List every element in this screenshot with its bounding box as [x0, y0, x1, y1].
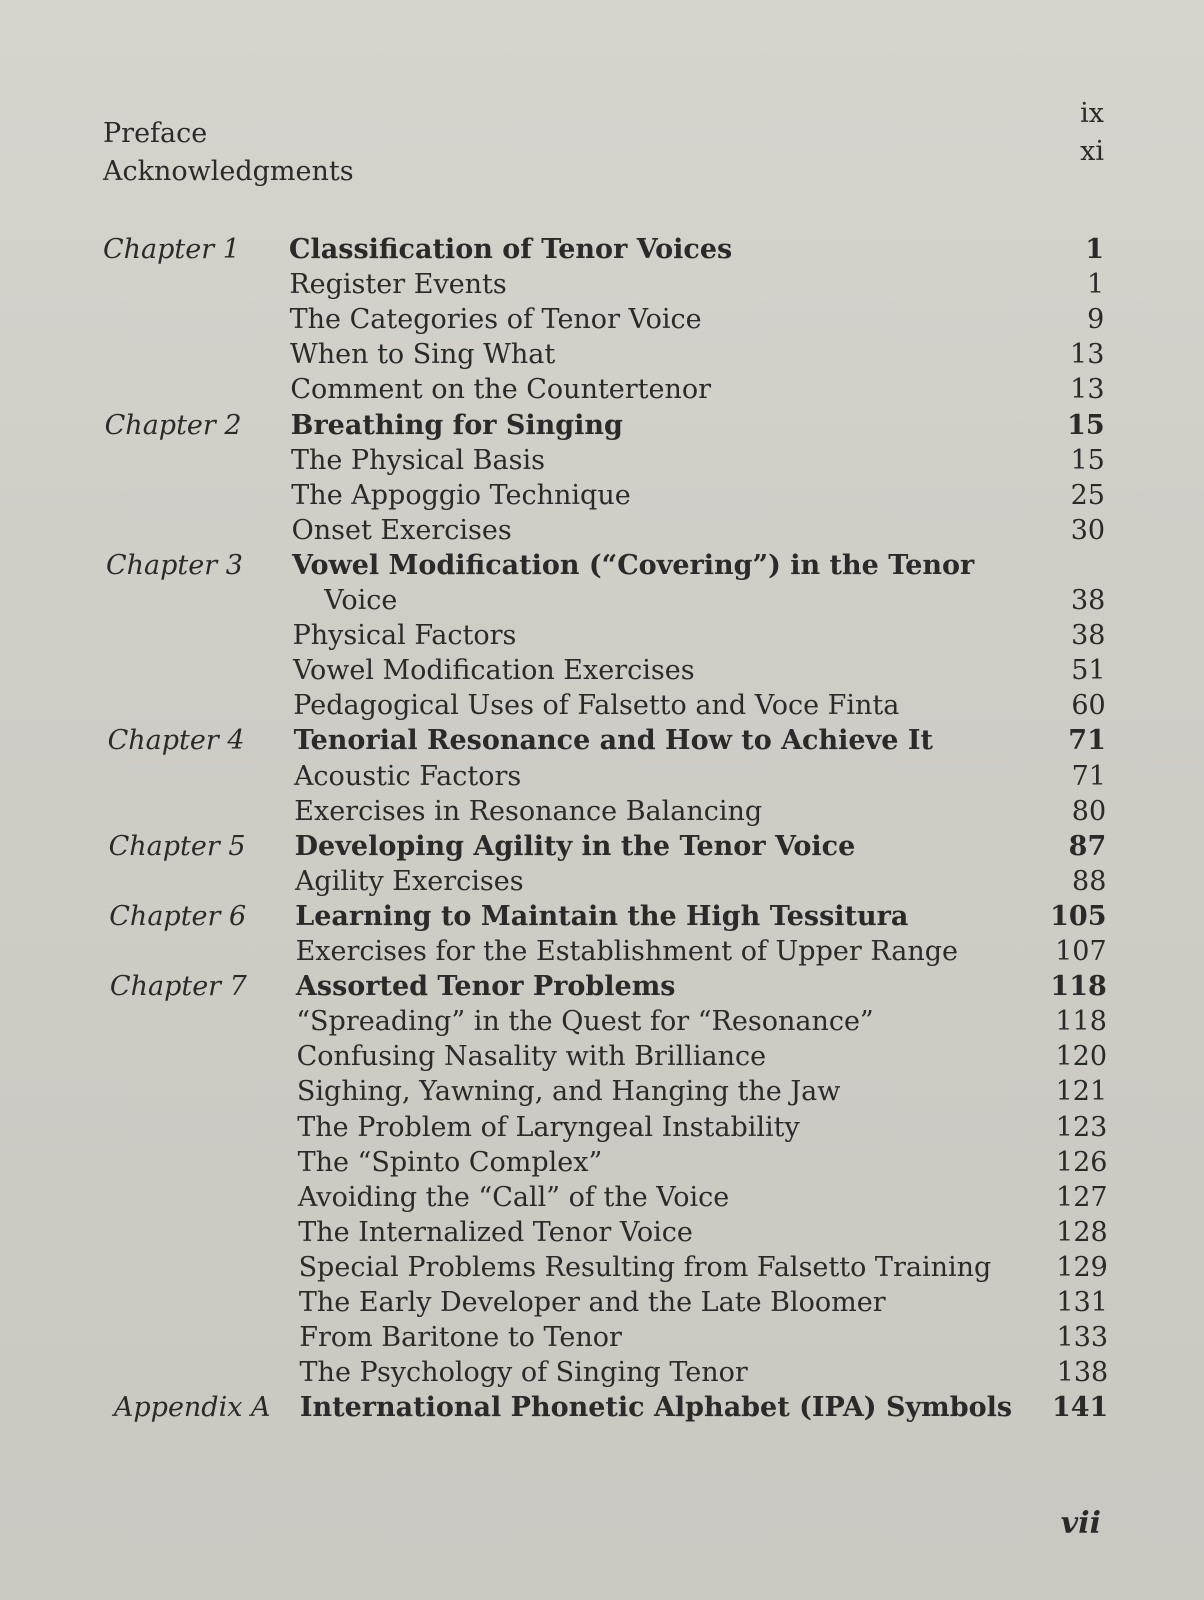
front-entry-title: Acknowledgments	[103, 156, 354, 187]
front-entry-page: ix	[1080, 98, 1104, 129]
toc-entry-title: Tenorial Resonance and How to Achieve It	[293, 725, 933, 757]
toc-entry-title: The Categories of Tenor Voice	[289, 304, 702, 336]
toc-entry-page: 121	[1055, 1076, 1108, 1108]
toc-entry-page: 30	[1070, 514, 1106, 546]
toc-entry-page: 123	[1055, 1111, 1108, 1143]
toc-section-row	[111, 1110, 1107, 1145]
toc-section-row	[107, 653, 1106, 688]
toc-entry-title: The Physical Basis	[290, 444, 545, 476]
toc-entry-page: 51	[1071, 655, 1106, 687]
toc-chapter-row	[109, 899, 1106, 934]
toc-chapter-row	[105, 408, 1105, 443]
toc-entry-page: 9	[1087, 304, 1105, 336]
toc-section-row	[104, 337, 1104, 372]
toc-entry-title: The Psychology of Singing Tenor	[299, 1357, 748, 1389]
toc-entry-page: 1	[1085, 234, 1104, 265]
toc-section-row	[108, 794, 1106, 829]
toc-section-row	[107, 618, 1106, 653]
toc-entry-title: Acoustic Factors	[293, 760, 522, 792]
toc-section-row	[112, 1180, 1108, 1215]
toc-entry-title: Voice	[324, 585, 398, 616]
page-folio: vii	[1060, 1506, 1101, 1541]
toc-section-row	[103, 267, 1104, 302]
toc-entry-page: 87	[1068, 830, 1107, 862]
toc-section-row	[112, 1145, 1108, 1180]
toc-chapter-row	[109, 829, 1107, 864]
toc-section-row	[106, 513, 1105, 548]
toc-entry-title: From Baritone to Tenor	[299, 1322, 622, 1354]
toc-entry-page: 133	[1056, 1322, 1109, 1354]
toc-entry-page: 38	[1070, 585, 1106, 616]
toc-entry-page: 15	[1070, 444, 1105, 476]
toc-entry-page: 126	[1055, 1146, 1108, 1178]
toc-entry-page: 80	[1071, 795, 1107, 827]
toc-entry-title: The Early Developer and the Late Bloomer	[298, 1287, 886, 1318]
front-entry-title: Preface	[103, 118, 208, 149]
toc-entry-title: Confusing Nasality with Brilliance	[296, 1041, 767, 1073]
toc-entry-title: When to Sing What	[289, 339, 556, 371]
toc-entry-page: 13	[1070, 374, 1105, 406]
toc-entry-label: Chapter 4	[107, 725, 245, 757]
toc-entry-title: Developing Agility in the Tenor Voice	[294, 830, 856, 862]
toc-entry-title: The Internalized Tenor Voice	[298, 1216, 693, 1248]
toc-entry-title: Classification of Tenor Voices	[289, 234, 733, 265]
toc-section-row	[105, 478, 1105, 513]
toc-entry-title: Exercises in Resonance Balancing	[294, 795, 763, 827]
toc-entry-page: 128	[1056, 1216, 1108, 1248]
toc-section-row	[114, 1355, 1109, 1390]
toc-entry-label: Chapter 2	[104, 409, 242, 441]
toc-entry-label: Chapter 5	[108, 830, 246, 862]
toc-entry-page: 129	[1056, 1251, 1108, 1283]
toc-entry-page: 88	[1072, 865, 1107, 897]
toc-entry-title: Vowel Modification (“Covering”) in the Tenor	[291, 549, 975, 581]
toc-section-row	[108, 759, 1106, 794]
toc-entry-page: 105	[1050, 900, 1107, 932]
toc-entry-title: Sighing, Yawning, and Hanging the Jaw	[296, 1076, 841, 1108]
toc-entry-page: 38	[1071, 620, 1106, 652]
toc-entry-title: Register Events	[289, 269, 507, 301]
toc-section-row	[112, 1215, 1107, 1250]
show-through-text	[630, 10, 870, 26]
toc-entry-title: Learning to Maintain the High Tessitura	[295, 900, 909, 932]
toc-entry-title: Special Problems Resulting from Falsetto Training	[298, 1251, 992, 1283]
toc-section-row	[113, 1285, 1108, 1320]
toc-chapter-row	[106, 548, 1105, 583]
toc-entry-page: 120	[1055, 1041, 1108, 1073]
toc-entry-label: Chapter 3	[105, 549, 243, 581]
toc-entry-title: Exercises for the Establishment of Upper Range	[295, 936, 959, 967]
toc-entry-page: 60	[1071, 690, 1106, 722]
toc-section-row	[104, 302, 1105, 337]
toc-section-row	[111, 1074, 1107, 1109]
toc-section-row	[113, 1320, 1108, 1355]
toc-entry-title: “Spreading” in the Quest for “Resonance”	[296, 1006, 874, 1038]
toc-entry-title: Avoiding the “Call” of the Voice	[297, 1181, 730, 1213]
toc-entry-page: 118	[1055, 1006, 1107, 1038]
toc-entry-title: The Problem of Laryngeal Instability	[297, 1111, 800, 1143]
toc-section-row	[104, 372, 1104, 407]
toc-entry-title: The Appoggio Technique	[291, 479, 631, 511]
toc-chapter-row	[103, 232, 1104, 267]
toc-entry-label: Chapter 7	[109, 971, 247, 1003]
toc-front-entry	[103, 136, 1104, 190]
toc-entry-page: 138	[1056, 1357, 1109, 1389]
toc-entry-title: The “Spinto Complex”	[297, 1146, 603, 1178]
toc-entry-title: Assorted Tenor Problems	[295, 971, 676, 1003]
toc-continuation-row	[106, 583, 1105, 618]
toc-entry-page: 1	[1086, 269, 1105, 301]
toc-entry-title: Agility Exercises	[294, 865, 524, 897]
toc-entry-title: Pedagogical Uses of Falsetto and Voce Finta	[293, 690, 900, 722]
toc-entry-title: Vowel Modification Exercises	[292, 655, 695, 687]
toc-section-row	[110, 934, 1107, 969]
toc-entry-page: 107	[1055, 936, 1107, 967]
toc-entry-page: 131	[1056, 1287, 1108, 1318]
toc-entry-label: Chapter 1	[103, 234, 240, 265]
toc-entry-page: 118	[1050, 971, 1107, 1003]
toc-front-entry	[103, 98, 1104, 152]
toc-entry-page: 13	[1070, 339, 1105, 371]
toc-entry-page: 71	[1068, 725, 1106, 757]
toc-entry-title: Breathing for Singing	[290, 409, 623, 441]
toc-entry-page: 141	[1051, 1392, 1109, 1424]
toc-entry-page: 127	[1056, 1181, 1108, 1213]
toc-entry-label: Appendix A	[113, 1392, 271, 1424]
toc-entry-page: 15	[1067, 409, 1105, 441]
toc-entry-label: Chapter 6	[109, 900, 247, 932]
toc-entry-page: 25	[1070, 479, 1105, 511]
toc-chapter-row	[108, 723, 1106, 758]
toc-entry-title: Comment on the Countertenor	[290, 374, 712, 406]
front-entry-page: xi	[1080, 136, 1104, 167]
toc-section-row	[113, 1250, 1108, 1285]
toc-section-row	[107, 688, 1105, 723]
toc-section-row	[111, 1039, 1107, 1074]
toc-entry-title: Onset Exercises	[291, 514, 512, 546]
toc-appendix-row	[114, 1390, 1108, 1425]
toc-section-row	[110, 1004, 1107, 1039]
toc-entry-title: International Phonetic Alphabet (IPA) Symbols	[299, 1392, 1013, 1424]
toc-section-row	[105, 443, 1105, 478]
toc-section-row	[109, 864, 1106, 899]
toc-entry-page: 71	[1071, 760, 1106, 792]
toc-chapter-row	[110, 969, 1107, 1004]
toc-entry-title: Physical Factors	[292, 620, 517, 652]
